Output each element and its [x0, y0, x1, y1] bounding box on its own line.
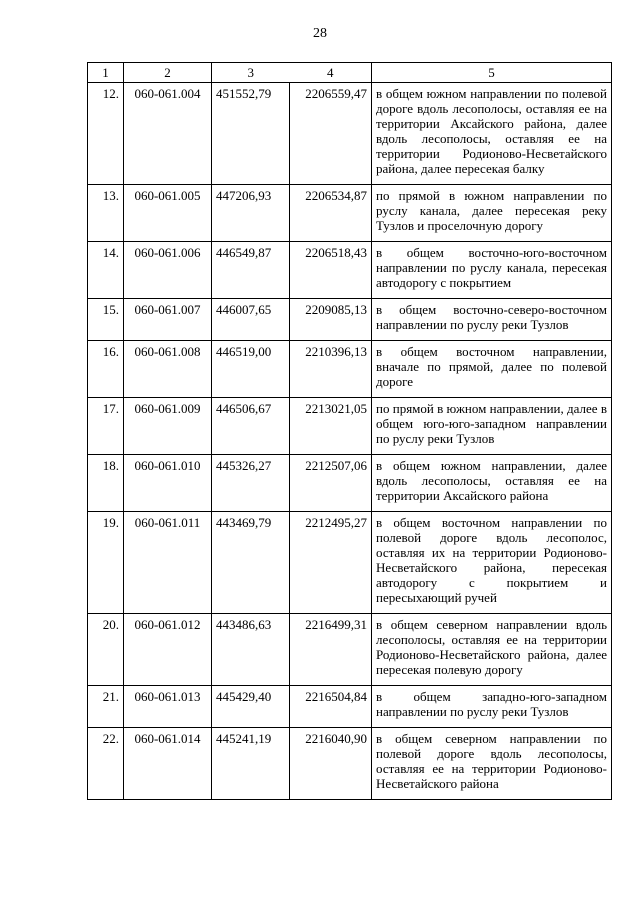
y-coordinate-cell: 2212507,06 [290, 455, 372, 512]
column-header-number: 1 [88, 63, 124, 83]
x-coordinate-cell: 443469,79 [212, 512, 290, 614]
route-description-cell: в общем восточно-юго-восточном направлении по руслу канала, пересекая автодорогу с покрытием [372, 242, 612, 299]
page-number: 28 [313, 26, 327, 41]
route-description-cell: в общем восточном направлении, вначале по прямой, далее по полевой дороге [372, 341, 612, 398]
table-row [88, 83, 612, 185]
point-number-cell: 19. [88, 512, 124, 614]
table-row [88, 614, 612, 686]
point-number-cell: 16. [88, 341, 124, 398]
point-code-cell: 060-061.014 [124, 728, 212, 800]
table-row [88, 185, 612, 242]
table-row [88, 728, 612, 800]
boundary-points-table [87, 62, 612, 800]
point-code-cell: 060-061.011 [124, 512, 212, 614]
table-row [88, 398, 612, 455]
point-code-cell: 060-061.005 [124, 185, 212, 242]
x-coordinate-cell: 445241,19 [212, 728, 290, 800]
y-coordinate-cell: 2209085,13 [290, 299, 372, 341]
table-row [88, 512, 612, 614]
table-header-row [88, 63, 612, 83]
x-coordinate-cell: 445326,27 [212, 455, 290, 512]
point-code-cell: 060-061.010 [124, 455, 212, 512]
point-number-cell: 22. [88, 728, 124, 800]
route-description-cell: в общем восточном направлении по полевой дороге вдоль лесополос, оставляя их на территории Родионово-Несветайского района, пересекая автодорогу с покрытием и пересыхающий ручей [372, 512, 612, 614]
route-description-cell: в общем северном направлении по полевой дороге вдоль лесополосы, оставляя ее на территории Родионово-Несветайского района [372, 728, 612, 800]
point-number-cell: 12. [88, 83, 124, 185]
route-description-cell: в общем северном направлении вдоль лесополосы, оставляя ее на территории Родионово-Несветайского района, далее пересекая полевую дорогу [372, 614, 612, 686]
y-coordinate-cell: 2212495,27 [290, 512, 372, 614]
column-header-description: 5 [372, 63, 612, 83]
y-coordinate-cell: 2206559,47 [290, 83, 372, 185]
point-code-cell: 060-061.004 [124, 83, 212, 185]
route-description-cell: в общем южном направлении по полевой дороге вдоль лесополосы, оставляя ее на территории Аксайского района, далее вдоль лесополосы, оставляя ее на территории Родионово-Несветайского района, далее пересекая балку [372, 83, 612, 185]
point-number-cell: 15. [88, 299, 124, 341]
point-code-cell: 060-061.009 [124, 398, 212, 455]
x-coordinate-cell: 446549,87 [212, 242, 290, 299]
route-description-cell: по прямой в южном направлении по руслу канала, далее пересекая реку Тузлов и проселочную дорогу [372, 185, 612, 242]
table-row [88, 242, 612, 299]
route-description-cell: в общем западно-юго-западном направлении по руслу реки Тузлов [372, 686, 612, 728]
point-number-cell: 20. [88, 614, 124, 686]
y-coordinate-cell: 2213021,05 [290, 398, 372, 455]
point-code-cell: 060-061.007 [124, 299, 212, 341]
table-row [88, 299, 612, 341]
column-header-code: 2 [124, 63, 212, 83]
point-number-cell: 21. [88, 686, 124, 728]
point-number-cell: 13. [88, 185, 124, 242]
y-coordinate-cell: 2216040,90 [290, 728, 372, 800]
y-coordinate-cell: 2206518,43 [290, 242, 372, 299]
point-code-cell: 060-061.012 [124, 614, 212, 686]
point-code-cell: 060-061.013 [124, 686, 212, 728]
point-code-cell: 060-061.008 [124, 341, 212, 398]
y-coordinate-cell: 2216499,31 [290, 614, 372, 686]
y-coordinate-cell: 2216504,84 [290, 686, 372, 728]
route-description-cell: в общем восточно-северо-восточном направлении по руслу реки Тузлов [372, 299, 612, 341]
x-coordinate-cell: 443486,63 [212, 614, 290, 686]
x-coordinate-cell: 451552,79 [212, 83, 290, 185]
route-description-cell: по прямой в южном направлении, далее в общем юго-юго-западном направлении по руслу реки Тузлов [372, 398, 612, 455]
x-coordinate-cell: 447206,93 [212, 185, 290, 242]
x-coordinate-cell: 445429,40 [212, 686, 290, 728]
x-coordinate-cell: 446506,67 [212, 398, 290, 455]
table-row [88, 341, 612, 398]
x-coordinate-cell: 446007,65 [212, 299, 290, 341]
point-number-cell: 14. [88, 242, 124, 299]
point-number-cell: 18. [88, 455, 124, 512]
table-row [88, 686, 612, 728]
point-code-cell: 060-061.006 [124, 242, 212, 299]
column-header-x: 3 [212, 63, 290, 83]
y-coordinate-cell: 2210396,13 [290, 341, 372, 398]
route-description-cell: в общем южном направлении, далее вдоль лесополосы, оставляя ее на территории Аксайского района [372, 455, 612, 512]
x-coordinate-cell: 446519,00 [212, 341, 290, 398]
y-coordinate-cell: 2206534,87 [290, 185, 372, 242]
table-row [88, 455, 612, 512]
column-header-y: 4 [290, 63, 372, 83]
point-number-cell: 17. [88, 398, 124, 455]
